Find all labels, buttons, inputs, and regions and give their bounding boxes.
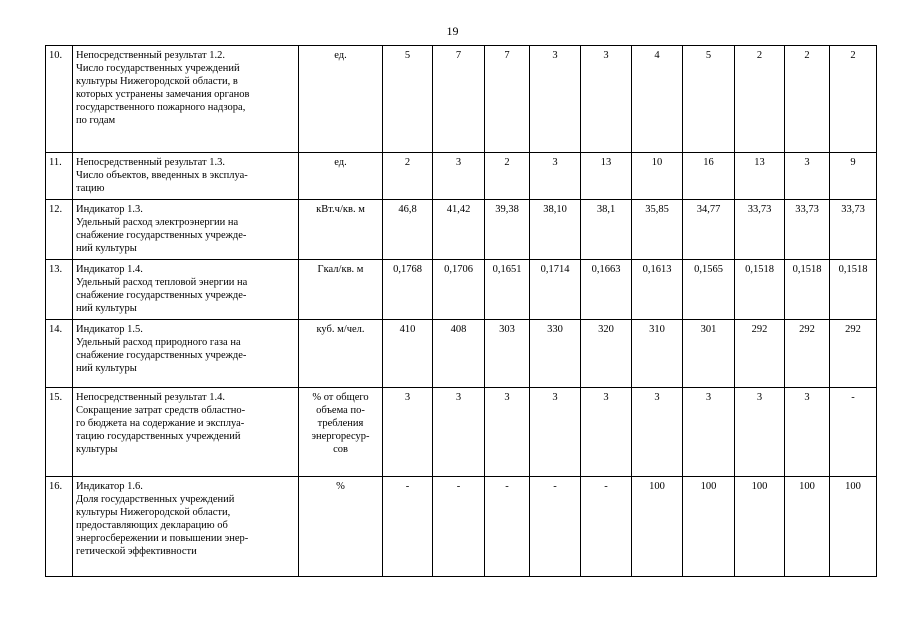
indicator-name-line: Индикатор 1.6. xyxy=(76,481,143,492)
value-cell: 3 xyxy=(485,388,530,477)
value-cell: - xyxy=(530,477,581,577)
value-cell: 0,1613 xyxy=(632,260,683,320)
value-cell: 0,1518 xyxy=(735,260,785,320)
unit-cell xyxy=(299,388,383,477)
indicator-name xyxy=(73,320,299,388)
row-number: 10. xyxy=(46,46,73,153)
value-cell: 5 xyxy=(383,46,433,153)
indicator-name-line: Доля государственных учреждений xyxy=(76,494,235,505)
indicator-name-line: снабжение государственных учрежде- xyxy=(76,290,247,301)
value-cell: 310 xyxy=(632,320,683,388)
indicator-name-line: Удельный расход электроэнергии на xyxy=(76,217,239,228)
indicator-name-line: гетической эффективности xyxy=(76,546,197,557)
indicators-table xyxy=(45,45,877,577)
value-cell: 2 xyxy=(383,153,433,200)
value-cell: 13 xyxy=(735,153,785,200)
value-cell: 2 xyxy=(485,153,530,200)
indicator-name-line: Индикатор 1.3. xyxy=(76,204,143,215)
unit-line: сов xyxy=(333,444,348,455)
indicator-name-line: снабжение государственных учрежде- xyxy=(76,350,247,361)
unit-cell: куб. м/чел. xyxy=(299,320,383,388)
value-cell: 0,1663 xyxy=(581,260,632,320)
value-cell: 2 xyxy=(830,46,877,153)
indicator-name xyxy=(73,200,299,260)
value-cell: 33,73 xyxy=(830,200,877,260)
value-cell: 39,38 xyxy=(485,200,530,260)
value-cell: 46,8 xyxy=(383,200,433,260)
value-cell: 292 xyxy=(830,320,877,388)
value-cell: 408 xyxy=(433,320,485,388)
value-cell: 0,1768 xyxy=(383,260,433,320)
value-cell: 4 xyxy=(632,46,683,153)
value-cell: 301 xyxy=(683,320,735,388)
indicator-name xyxy=(73,477,299,577)
unit-cell: кВт.ч/кв. м xyxy=(299,200,383,260)
value-cell: 13 xyxy=(581,153,632,200)
value-cell: 3 xyxy=(530,153,581,200)
value-cell: 3 xyxy=(530,46,581,153)
table-row xyxy=(46,388,877,477)
value-cell: 0,1518 xyxy=(785,260,830,320)
indicator-name-line: Непосредственный результат 1.3. xyxy=(76,157,225,168)
row-number: 12. xyxy=(46,200,73,260)
indicator-name-line: тацию xyxy=(76,183,105,194)
value-cell: 410 xyxy=(383,320,433,388)
indicator-name-line: государственного пожарного надзора, xyxy=(76,102,246,113)
indicator-name xyxy=(73,260,299,320)
indicator-name-line: культуры Нижегородской области, в xyxy=(76,76,238,87)
unit-line: энергоресур- xyxy=(311,431,370,442)
table-row xyxy=(46,46,877,153)
value-cell: 16 xyxy=(683,153,735,200)
indicator-name-line: Индикатор 1.5. xyxy=(76,324,143,335)
value-cell: - xyxy=(485,477,530,577)
indicator-name xyxy=(73,46,299,153)
value-cell: 34,77 xyxy=(683,200,735,260)
value-cell: 3 xyxy=(785,388,830,477)
value-cell: 0,1518 xyxy=(830,260,877,320)
value-cell: 7 xyxy=(433,46,485,153)
value-cell: - xyxy=(581,477,632,577)
value-cell: 33,73 xyxy=(735,200,785,260)
value-cell: 100 xyxy=(683,477,735,577)
value-cell: 3 xyxy=(735,388,785,477)
row-number: 16. xyxy=(46,477,73,577)
value-cell: 303 xyxy=(485,320,530,388)
table-row xyxy=(46,320,877,388)
value-cell: 10 xyxy=(632,153,683,200)
value-cell: 41,42 xyxy=(433,200,485,260)
value-cell: 3 xyxy=(683,388,735,477)
indicator-name-line: культуры xyxy=(76,444,118,455)
value-cell: 0,1651 xyxy=(485,260,530,320)
value-cell: 0,1706 xyxy=(433,260,485,320)
unit-cell: ед. xyxy=(299,46,383,153)
value-cell: 33,73 xyxy=(785,200,830,260)
indicator-name-line: энергосбережении и повышении энер- xyxy=(76,533,249,544)
indicator-name-line: снабжение государственных учрежде- xyxy=(76,230,247,241)
indicator-name xyxy=(73,388,299,477)
indicator-name-line: ний культуры xyxy=(76,303,137,314)
row-number: 15. xyxy=(46,388,73,477)
row-number: 14. xyxy=(46,320,73,388)
unit-line: объема по- xyxy=(316,405,365,416)
indicator-name-line: Непосредственный результат 1.2. xyxy=(76,50,225,61)
indicator-name-line: по годам xyxy=(76,115,116,126)
value-cell: 3 xyxy=(581,388,632,477)
indicator-name-line: го бюджета на содержание и эксплуа- xyxy=(76,418,245,429)
row-number: 11. xyxy=(46,153,73,200)
value-cell: 38,10 xyxy=(530,200,581,260)
value-cell: 292 xyxy=(785,320,830,388)
value-cell: 3 xyxy=(632,388,683,477)
value-cell: 3 xyxy=(433,153,485,200)
value-cell: 7 xyxy=(485,46,530,153)
indicator-name-line: Непосредственный результат 1.4. xyxy=(76,392,225,403)
value-cell: 3 xyxy=(581,46,632,153)
value-cell: 320 xyxy=(581,320,632,388)
table-row xyxy=(46,200,877,260)
value-cell: 9 xyxy=(830,153,877,200)
value-cell: 2 xyxy=(785,46,830,153)
indicator-name-line: Число объектов, введенных в эксплуа- xyxy=(76,170,248,181)
value-cell: 100 xyxy=(830,477,877,577)
unit-line: требления xyxy=(317,418,364,429)
value-cell: - xyxy=(383,477,433,577)
value-cell: 3 xyxy=(530,388,581,477)
value-cell: 100 xyxy=(785,477,830,577)
indicator-name-line: Удельный расход природного газа на xyxy=(76,337,241,348)
indicator-name-line: которых устранены замечания органов xyxy=(76,89,250,100)
row-number: 13. xyxy=(46,260,73,320)
indicator-name-line: культуры Нижегородской области, xyxy=(76,507,231,518)
table-row xyxy=(46,477,877,577)
value-cell: 100 xyxy=(632,477,683,577)
indicator-name xyxy=(73,153,299,200)
indicator-name-line: предоставляющих декларацию об xyxy=(76,520,228,531)
value-cell: 100 xyxy=(735,477,785,577)
unit-cell: % xyxy=(299,477,383,577)
value-cell: 292 xyxy=(735,320,785,388)
value-cell: - xyxy=(830,388,877,477)
indicator-name-line: тацию государственных учреждений xyxy=(76,431,241,442)
value-cell: 3 xyxy=(383,388,433,477)
value-cell: 330 xyxy=(530,320,581,388)
unit-cell: Гкал/кв. м xyxy=(299,260,383,320)
value-cell: 38,1 xyxy=(581,200,632,260)
value-cell: 2 xyxy=(735,46,785,153)
indicator-name-line: ний культуры xyxy=(76,243,137,254)
page-number: 19 xyxy=(446,24,459,38)
value-cell: 0,1565 xyxy=(683,260,735,320)
value-cell: 3 xyxy=(433,388,485,477)
indicator-name-line: Число государственных учреждений xyxy=(76,63,240,74)
unit-line: % от общего xyxy=(312,392,369,403)
indicator-name-line: Индикатор 1.4. xyxy=(76,264,143,275)
value-cell: 5 xyxy=(683,46,735,153)
indicator-name-line: Удельный расход тепловой энергии на xyxy=(76,277,248,288)
table-row xyxy=(46,153,877,200)
value-cell: - xyxy=(433,477,485,577)
indicator-name-line: Сокращение затрат средств областно- xyxy=(76,405,246,416)
indicator-name-line: ний культуры xyxy=(76,363,137,374)
value-cell: 3 xyxy=(785,153,830,200)
table-row xyxy=(46,260,877,320)
value-cell: 35,85 xyxy=(632,200,683,260)
value-cell: 0,1714 xyxy=(530,260,581,320)
unit-cell: ед. xyxy=(299,153,383,200)
